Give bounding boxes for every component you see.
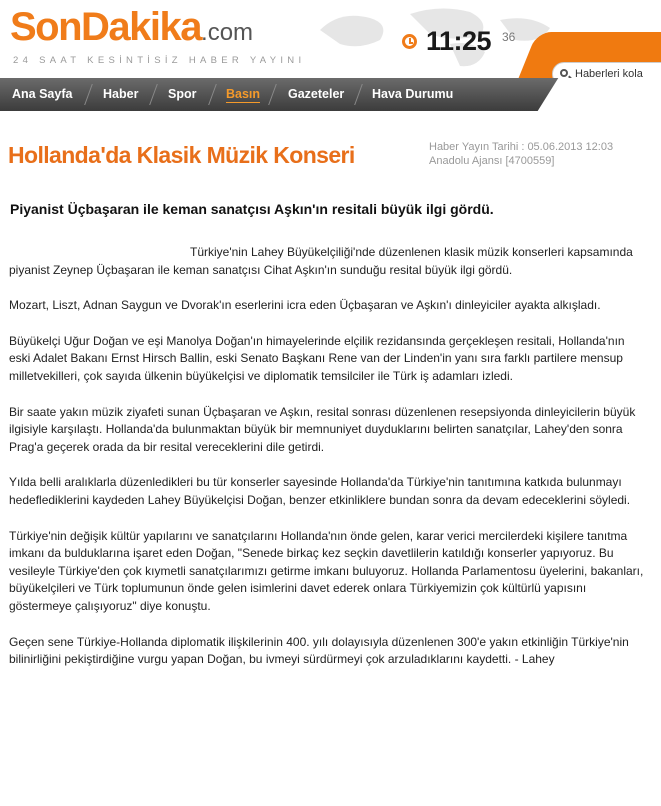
nav-item-haber[interactable]: Haber (103, 87, 139, 101)
search-input[interactable] (552, 62, 661, 78)
article-meta (429, 140, 613, 168)
article-body (9, 244, 649, 687)
search-placeholder: Haberleri kola (575, 68, 643, 78)
nav-item-hava-durumu[interactable]: Hava Durumu (372, 87, 454, 101)
site-logo[interactable] (10, 4, 253, 56)
article-date: Haber Yayın Tarihi : 05.06.2013 12:03 (429, 141, 614, 153)
site-header (0, 0, 661, 78)
article-paragraph: Büyükelçi Uğur Doğan ve eşi Manolya Doğan'ın himayelerinde elçilik rezidansında gerçekleşen resitali, Hollanda'nın eski Adalet Bakanı Ernst Hirsch Ballin, eski Senato Başkanı Rene van der Linden'in yanı sıra farklı partilere mensup milletvekilleri, çok sayıda ülkenin büyükelçisi ve diplomatik temsilciler ile Türk iş adamları izledi. (9, 333, 625, 383)
nav-separator (354, 84, 363, 105)
nav-item-gazeteler[interactable]: Gazeteler (288, 87, 345, 101)
article-source: Anadolu Ajansı [4700559] (429, 155, 555, 167)
nav-separator (84, 84, 93, 105)
nav-item-spor[interactable]: Spor (168, 87, 197, 101)
nav-item-basin[interactable]: Basın (226, 78, 260, 111)
article-paragraph: Türkiye'nin Lahey Büyükelçiliği'nde düzenlenen klasik müzik konserleri kapsamında piyanist Zeynep Üçbaşaran ile keman sanatçısı Cihat Aşkın'ın sunduğu resital büyük ilgi gördü. (9, 245, 633, 277)
article-paragraph: Bir saate yakın müzik ziyafeti sunan Üçbaşaran ve Aşkın, resital sonrası düzenlenen resepsiyonda dinleyicilerin büyük ilgisiyle karşılaştı. Hollanda'da bulunmaktan büyük bir memnuniyet duyduklarını belirten sanatçılar, Lahey'den sonra Prag'a geçerek orada da bir resital vereceklerini dile getirdi. (9, 404, 636, 454)
article-paragraph: Mozart, Liszt, Adnan Saygun ve Dvorak'ın eserlerini icra eden Üçbaşaran ve Aşkın'ı dinleyiciler ayakta alkışladı. (9, 298, 601, 313)
article-paragraph: Türkiye'nin değişik kültür yapılarını ve sanatçılarını Hollanda'nın önde gelen, karar verici mercilerdeki kişilere tanıtma imkanı da bulduklarına işaret eden Doğan, "Senede birkaç kez seçkin davetlilerin katıldığı konserler yapıyoruz. Bu vesileyle Türkiye'den çok kıymetli sanatçılarımızı getirme imkanı buluyoruz. Hollanda Parlamentosu üyelerini, bakanları, büyükelçileri ve Türk toplumunun önde gelen isimlerini davet ederek onlara Türkiyemizin çok kültürlü yapısını göstermeye çalışıyoruz" diye konuştu. (9, 528, 644, 613)
site-slogan: 24 SAAT KESİNTİSİZ HABER YAYINI (13, 55, 306, 66)
nav-item-ana-sayfa[interactable]: Ana Sayfa (12, 87, 73, 101)
logo-son: Son (10, 5, 82, 49)
article-title: Hollanda'da Klasik Müzik Konseri (8, 142, 355, 168)
nav-separator (149, 84, 158, 105)
logo-dakika: Dakika (81, 5, 202, 49)
clock-icon (402, 34, 417, 49)
nav-separator (268, 84, 277, 105)
article-lead: Piyanist Üçbaşaran ile keman sanatçısı Aşkın'ın resitali büyük ilgi gördü. (10, 201, 494, 217)
search-icon[interactable] (560, 69, 568, 77)
nav-separator (208, 84, 217, 105)
article-paragraph: Geçen sene Türkiye-Hollanda diplomatik ilişkilerinin 400. yılı dolayısıyla düzenlenen 300'e yakın etkinliğin Türkiye'nin bilinirliğini pekiştirdiğine vurgu yapan Doğan, bu ivmeyi sürdürmeyi çok arzuladıklarını kaydetti. - Lahey (9, 634, 629, 667)
main-nav (0, 78, 530, 111)
clock-seconds: 36 (502, 30, 516, 44)
article-paragraph: Yılda belli aralıklarla düzenledikleri bu tür konserler sayesinde Hollanda'da Türkiye'nin tanıtımına katkıda bulunmayı hedeflediklerini kaydeden Lahey Büyükelçisi Doğan, benzer etkinliklere bundan sonra da devam edeceklerini söyledi. (9, 475, 631, 507)
logo-com: .com (201, 19, 254, 46)
clock-time: 11:25 (426, 26, 492, 56)
